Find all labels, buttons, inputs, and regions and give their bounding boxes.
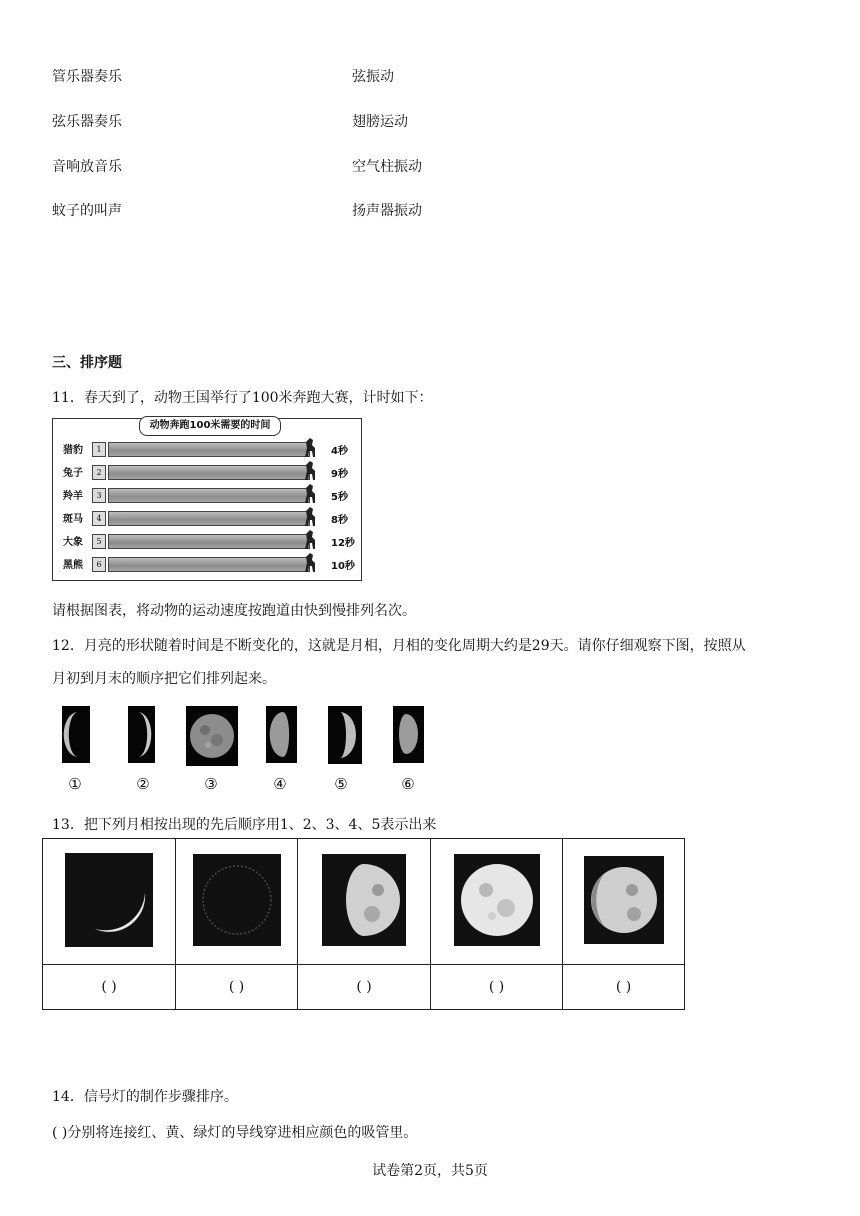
animal-figure-icon [302,436,318,458]
answer-cell-2[interactable]: ( ) [176,965,298,1010]
lane-number: 5 [92,534,106,549]
moon-phase-table [42,838,685,1010]
q14-question: 14．信号灯的制作步骤排序。 [52,1089,238,1105]
animal-name: 黑熊 [63,560,83,571]
animal-race-chart [52,418,362,581]
race-track-bar [108,511,310,526]
match-right-3: 空气柱振动 [352,159,422,175]
waxing-gibbous-icon [393,706,424,763]
waning-crescent-icon [62,706,90,763]
q14-step1: ( )分别将连接红、黄、绿灯的导线穿进相应颜色的吸管里。 [52,1125,418,1141]
q12-question-line1: 12．月亮的形状随着时间是不断变化的，这就是月相，月相的变化周期大约是29天。请你仔细观察下图，按照从 [52,638,746,654]
q13-question: 13．把下列月相按出现的先后顺序用1、2、3、4、5表示出来 [52,817,437,833]
chart-title: 动物奔跑100米需要的时间 [139,416,281,436]
waxing-crescent-icon [128,706,155,763]
phase-cell-4 [431,839,563,965]
animal-figure-icon [302,482,318,504]
gibbous-moon-icon [322,854,406,946]
phase-cell-1 [43,839,176,965]
q11-question: 11．春天到了，动物王国举行了100米奔跑大赛，计时如下： [52,390,433,406]
match-left-2: 弦乐器奏乐 [52,114,122,130]
lane-number: 6 [92,557,106,572]
lane-number: 1 [92,442,106,457]
match-right-1: 弦振动 [352,69,394,85]
full-moon-icon [454,854,540,946]
waxing-crescent-icon [328,706,362,764]
race-track-bar [108,557,310,572]
animal-name: 斑马 [63,514,83,525]
race-time-label: 8秒 [331,515,348,526]
gibbous-moon-icon [584,856,664,944]
phase-label-3: ③ [204,775,218,793]
phase-label-5: ⑤ [334,775,348,793]
race-time-label: 5秒 [331,492,348,503]
match-left-3: 音响放音乐 [52,159,122,175]
phase-cell-3 [298,839,431,965]
race-time-label: 9秒 [331,469,348,480]
q11-follow-up: 请根据图表，将动物的运动速度按跑道由快到慢排列名次。 [52,603,416,619]
q12-question-line2: 月初到月末的顺序把它们排列起来。 [52,671,276,687]
answer-cell-1[interactable]: ( ) [43,965,176,1010]
section-title: 三、排序题 [52,355,122,371]
match-left-1: 管乐器奏乐 [52,69,122,85]
race-row [53,531,363,551]
phase-cell-5 [563,839,685,965]
animal-figure-icon [302,459,318,481]
crescent-moon-icon [65,853,153,947]
match-right-2: 翅膀运动 [352,114,408,130]
new-moon-icon [193,854,281,946]
phase-label-2: ② [136,775,150,793]
answer-cell-5[interactable]: ( ) [563,965,685,1010]
race-row [53,485,363,505]
animal-name: 兔子 [63,468,83,479]
lane-number: 3 [92,488,106,503]
phase-label-1: ① [68,775,82,793]
lane-number: 2 [92,465,106,480]
race-track-bar [108,442,310,457]
match-right-4: 扬声器振动 [352,203,422,219]
page-footer: 试卷第2页，共5页 [372,1163,488,1179]
phase-label-4: ④ [273,775,287,793]
race-row [53,462,363,482]
race-time-label: 12秒 [331,538,355,549]
race-row [53,554,363,574]
waning-gibbous-icon [266,706,297,763]
phase-label-6: ⑥ [401,775,415,793]
race-track-bar [108,488,310,503]
animal-figure-icon [302,528,318,550]
phase-cell-2 [176,839,298,965]
race-track-bar [108,534,310,549]
race-time-label: 10秒 [331,561,355,572]
race-time-label: 4秒 [331,446,348,457]
animal-name: 猎豹 [63,445,83,456]
lane-number: 4 [92,511,106,526]
animal-figure-icon [302,551,318,573]
race-row [53,508,363,528]
race-row [53,439,363,459]
animal-name: 羚羊 [63,491,83,502]
answer-cell-3[interactable]: ( ) [298,965,431,1010]
animal-name: 大象 [63,537,83,548]
animal-figure-icon [302,505,318,527]
answer-cell-4[interactable]: ( ) [431,965,563,1010]
match-left-4: 蚊子的叫声 [52,203,122,219]
race-track-bar [108,465,310,480]
full-moon-icon [186,706,238,766]
